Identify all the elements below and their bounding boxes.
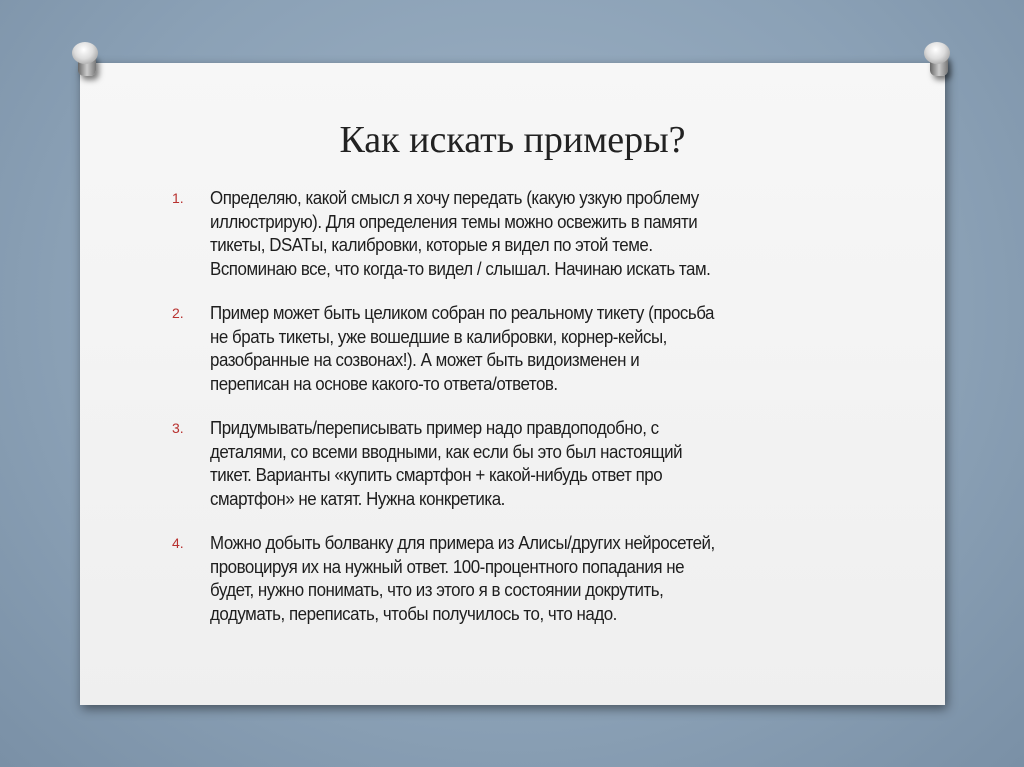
text-line: будет, нужно понимать, что из этого я в состоянии докрутить,: [210, 580, 664, 600]
pushpin-left-icon: [72, 42, 106, 86]
text-line: Определяю, какой смысл я хочу передать (какую узкую проблему: [210, 188, 699, 208]
text-line: тикеты, DSATы, калибровки, которые я видел по этой теме.: [210, 235, 653, 255]
text-line: иллюстрирую). Для определения темы можно освежить в памяти: [210, 211, 698, 232]
list-item: [172, 302, 872, 396]
list-item-text: [210, 532, 747, 626]
text-line: Вспоминаю все, что когда-то видел / слышал. Начинаю искать там.: [210, 258, 711, 279]
list-item: [172, 187, 872, 281]
list-number: 1.: [172, 190, 184, 206]
numbered-list: [172, 187, 872, 647]
list-item-text: [210, 417, 712, 511]
text-line: смартфон» не катят. Нужна конкретика.: [210, 488, 505, 509]
slide-paper: [80, 63, 945, 705]
slide-title: Как искать примеры?: [339, 119, 686, 161]
list-number: 3.: [172, 420, 184, 436]
pushpin-right-icon: [924, 42, 958, 86]
list-item: [172, 417, 872, 511]
text-line: Можно добыть болванку для примера из Алисы/других нейросетей,: [210, 533, 715, 553]
list-number: 4.: [172, 535, 184, 551]
text-line: Пример может быть целиком собран по реальному тикету (просьба: [210, 303, 715, 323]
list-number: 2.: [172, 305, 184, 321]
list-item-text: [210, 302, 746, 396]
text-line: додумать, переписать, чтобы получилось то, что надо.: [210, 603, 617, 624]
list-item: [172, 532, 872, 626]
text-line: не брать тикеты, уже вошедшие в калибровки, корнер-кейсы,: [210, 326, 667, 347]
text-line: Придумывать/переписывать пример надо правдоподобно, с: [210, 418, 659, 438]
list-item-text: [210, 187, 742, 281]
text-line: деталями, со всеми вводными, как если бы это был настоящий: [210, 441, 683, 462]
text-line: разобранные на созвонах!). А может быть видоизменен и: [210, 350, 640, 370]
text-line: переписан на основе какого-то ответа/ответов.: [210, 373, 558, 394]
text-line: тикет. Варианты «купить смартфон + какой-нибудь ответ про: [210, 465, 663, 485]
text-line: провоцируя их на нужный ответ. 100-процентного попадания не: [210, 556, 685, 577]
